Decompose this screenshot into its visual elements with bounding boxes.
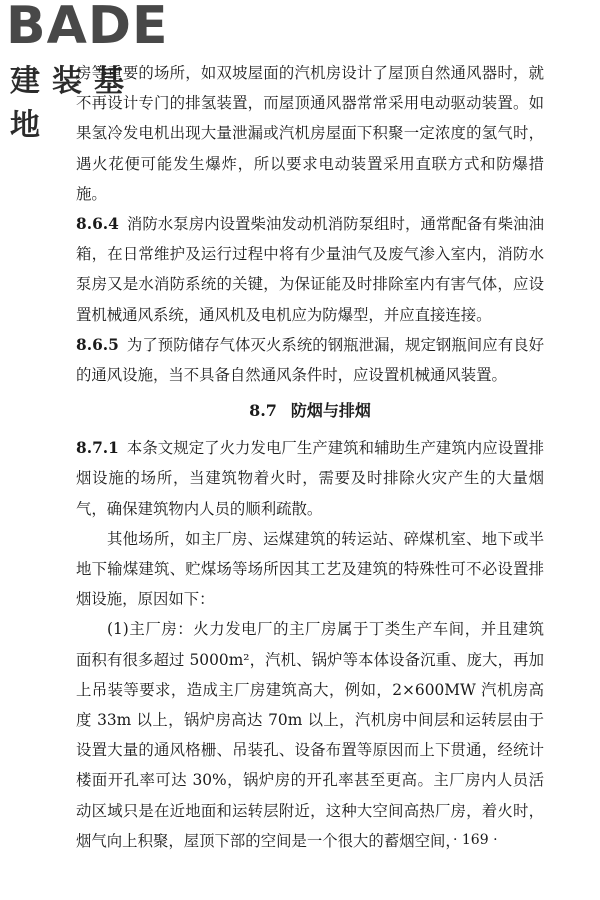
section-title: 防烟与排烟: [290, 401, 371, 421]
clause-paragraph: [76, 330, 544, 390]
clause-paragraph: [76, 209, 544, 330]
watermark-subtitle: 建装基地: [10, 64, 136, 143]
section-number: 8.7: [249, 401, 277, 421]
section-heading: [76, 396, 544, 426]
body-paragraph: [76, 614, 544, 856]
paragraph-text: 其他场所，如主厂房、运煤建筑的转运站、碎煤机室、地下或半地下输煤建筑、贮煤场等场所因其工艺及建筑的特殊性可不必设置排烟设施，原因如下：: [76, 529, 544, 609]
paragraph-text: 消防水泵房内设置柴油发动机消防泵组时，通常配备有柴油油箱，在日常维护及运行过程中将有少量油气及废气渗入室内，消防水泵房又是水消防系统的关键，为保证能及时排除室内有害气体，应设置机械通风系统，通风机及电机应为防爆型，并应直接连接。: [76, 215, 544, 324]
clause-paragraph: [76, 433, 544, 524]
watermark-brand: BADE: [6, 0, 169, 56]
clause-number: 8.6.4: [76, 215, 119, 234]
document-body: [76, 58, 544, 856]
paragraph-text: 房等重要的场所，如双坡屋面的汽机房设计了屋顶自然通风器时，就不再设计专门的排氢装置，而屋顶通风器常常采用电动驱动装置。如果氢冷发电机出现大量泄漏或汽机房屋面下积聚一定浓度的氢气时，遇火花便可能发生爆炸，所以要求电动装置采用直联方式和防爆措施。: [76, 64, 544, 203]
page-number: · 169 ·: [453, 832, 498, 848]
paragraph-text: 为了预防储存气体灭火系统的钢瓶泄漏，规定钢瓶间应有良好的通风设施，当不具备自然通风条件时，应设置机械通风装置。: [76, 335, 544, 385]
paragraph-text: (1)主厂房：火力发电厂的主厂房属于丁类生产车间，并且建筑面积有很多超过 5000m²，汽机、锅炉等本体设备沉重、庞大，再加上吊装等要求，造成主厂房建筑高大，例如，2×600MW 汽机房高度 33m 以上，锅炉房高达 70m 以上，汽机房中间层和运转层由于设置大量的通风格栅、吊装孔、设备布置等原因而上下贯通，经统计楼面开孔率可达 30%，锅炉房的开孔率甚至更高。主厂房内人员活动区域只是在近地面和运转层附近，这种大空间高热厂房，着火时，烟气向上积聚，屋顶下部的空间是一个很大的蓄烟空间，: [76, 620, 544, 850]
paragraph-text: 本条文规定了火力发电厂生产建筑和辅助生产建筑内应设置排烟设施的场所，当建筑物着火时，需要及时排除火灾产生的大量烟气，确保建筑物内人员的顺利疏散。: [76, 439, 544, 518]
body-paragraph: [76, 58, 544, 209]
body-paragraph: [76, 524, 544, 615]
clause-number: 8.7.1: [76, 439, 119, 458]
clause-number: 8.6.5: [76, 335, 119, 354]
